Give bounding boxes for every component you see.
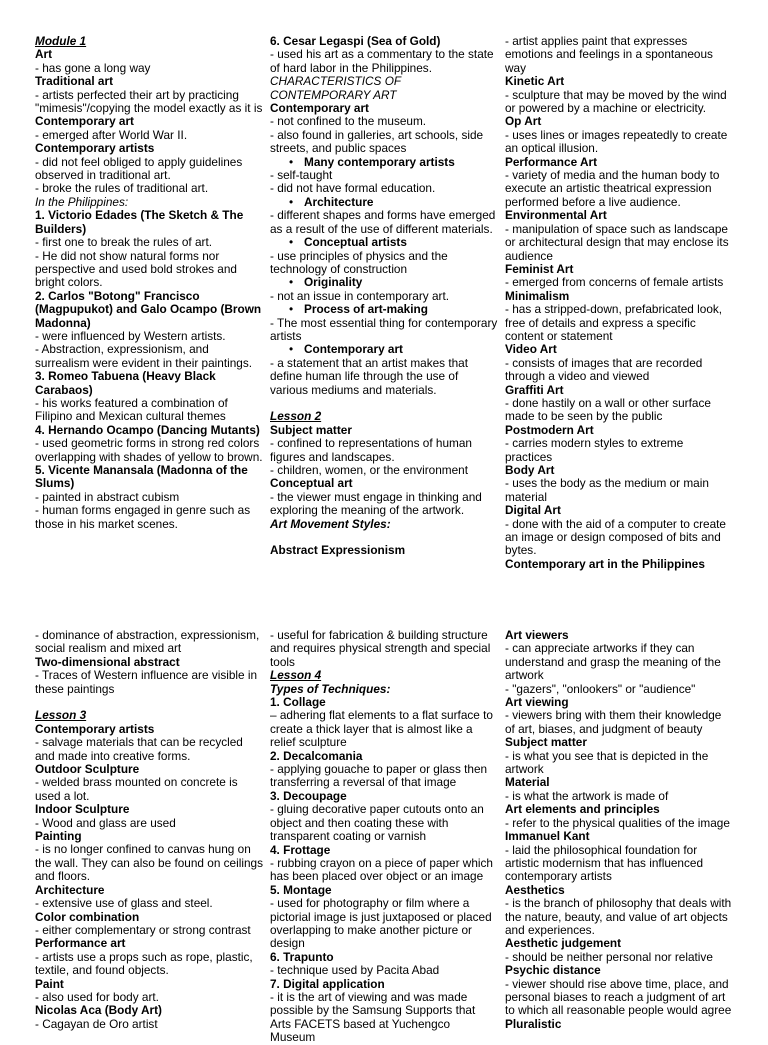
text-line: - welded brass mounted on concrete is used a lot. bbox=[35, 775, 238, 803]
term-heading: Contemporary artists bbox=[35, 141, 155, 156]
term-heading: 3. Romeo Tabuena (Heavy Black Carabaos) bbox=[35, 369, 216, 397]
text-line: - painted in abstract cubism bbox=[35, 489, 180, 504]
term-heading: Contemporary artists bbox=[35, 721, 155, 736]
page1-column-2 bbox=[270, 35, 498, 558]
text-line: - applying gouache to paper or glass then transferring a reversal of that image bbox=[270, 762, 488, 790]
term-heading: Art Movement Styles: bbox=[270, 516, 391, 531]
term-heading: Subject matter bbox=[505, 735, 587, 750]
text-line: - not an issue in contemporary art. bbox=[270, 288, 450, 303]
term-heading: Immanuel Kant bbox=[505, 829, 590, 844]
text-line: - salvage materials that can be recycled and made into creative forms. bbox=[35, 735, 243, 763]
text-line: - sculpture that may be moved by the wind or powered by a machine or electricity. bbox=[505, 87, 727, 116]
page2-column-2 bbox=[270, 629, 498, 1045]
page1-column-1 bbox=[35, 35, 263, 531]
term-heading: Traditional art bbox=[35, 74, 114, 89]
term-heading: Kinetic Art bbox=[505, 74, 565, 89]
term-heading: 2. Decalcomania bbox=[270, 748, 363, 763]
term-heading: Performance art bbox=[35, 936, 126, 951]
term-heading: Art elements and principles bbox=[505, 802, 660, 817]
term-heading: Subject matter bbox=[270, 422, 352, 437]
text-line: - self-taught bbox=[270, 168, 333, 183]
text-line: - children, women, or the environment bbox=[270, 462, 469, 477]
text-line: - it is the art of viewing and was made possible by the Samsung Supports that Arts FACETS based at Yuchengco Museum bbox=[270, 989, 476, 1045]
term-heading: Conceptual art bbox=[270, 476, 353, 491]
text-line: - emerged after World War II. bbox=[35, 127, 188, 142]
term-heading: Aesthetic judgement bbox=[505, 936, 622, 951]
page2-column-1 bbox=[35, 629, 263, 1031]
term-heading: 5. Vicente Manansala (Madonna of the Slums) bbox=[35, 463, 248, 491]
term-heading: Minimalism bbox=[505, 288, 570, 303]
text-line: - laid the philosophical foundation for artistic modernism that has influenced contemporary artists bbox=[505, 842, 704, 884]
term-heading: Architecture bbox=[35, 882, 105, 897]
text-line: - also found in galleries, art schools, side streets, and public spaces bbox=[270, 127, 484, 156]
text-line: - not confined to the museum. bbox=[270, 114, 427, 129]
text-line: - different shapes and forms have emerged as a result of the use of different materials. bbox=[270, 208, 496, 236]
text-line: - also used for body art. bbox=[35, 989, 159, 1004]
text-line: - artists perfected their art by practicing "mimesis"/copying the model exactly as it is bbox=[35, 87, 263, 116]
text-line: - uses lines or images repeatedly to create an optical illusion. bbox=[505, 127, 728, 156]
lesson-heading: Lesson 2 bbox=[270, 409, 322, 424]
term-heading: Environmental Art bbox=[505, 208, 607, 223]
term-heading: 3. Decoupage bbox=[270, 788, 347, 803]
term-heading: Art bbox=[35, 47, 53, 62]
term-heading: Abstract Expressionism bbox=[270, 543, 406, 558]
text-line: - can appreciate artworks if they can understand and grasp the meaning of the artwork bbox=[505, 641, 721, 683]
text-line: - is what you see that is depicted in the artwork bbox=[505, 748, 709, 777]
text-line: - use principles of physics and the technology of construction bbox=[270, 248, 448, 276]
text-line: - a statement that an artist makes that define human life through the use of various mediums and materials. bbox=[270, 355, 469, 397]
text-line: - variety of media and the human body to execute an artistic theatrical expression performed before a live audience. bbox=[505, 168, 720, 209]
text-line: - done with the aid of a computer to create an image or design composed of bits and bytes. bbox=[505, 516, 726, 558]
text-line: – adhering flat elements to a flat surface to create a thick layer that is almost like a relief sculpture bbox=[270, 708, 493, 750]
lesson-heading: Lesson 4 bbox=[270, 668, 322, 683]
term-heading: Video Art bbox=[505, 342, 557, 357]
text-line: - refer to the physical qualities of the image bbox=[505, 815, 730, 830]
text-line: - has a stripped-down, prefabricated look, free of details and express a specific content or statement bbox=[505, 302, 723, 343]
text-line: - Cagayan de Oro artist bbox=[35, 1016, 158, 1031]
page2-column-3 bbox=[505, 629, 733, 1031]
term-heading: Contemporary art in the Philippines bbox=[505, 556, 705, 571]
term-heading: Two-dimensional abstract bbox=[35, 654, 180, 669]
text-line: - carries modern styles to extreme practices bbox=[505, 436, 684, 464]
term-heading: Op Art bbox=[505, 114, 542, 129]
text-line: - manipulation of space such as landscape or architectural design that may enclose its audience bbox=[505, 221, 729, 263]
term-heading: Aesthetics bbox=[505, 882, 565, 897]
section-label: In the Philippines: bbox=[35, 194, 129, 209]
text-line: - were influenced by Western artists. bbox=[35, 328, 226, 343]
text-line: - did not feel obliged to apply guidelines observed in traditional art. bbox=[35, 154, 243, 183]
text-line: - "gazers", "onlookers" or "audience" bbox=[505, 681, 696, 696]
text-line: - Abstraction, expressionism, and surrealism were evident in their paintings. bbox=[35, 342, 253, 370]
lesson-heading: • Originality bbox=[270, 276, 498, 289]
term-heading: Material bbox=[505, 775, 550, 790]
term-heading: Pluralistic bbox=[505, 1016, 562, 1031]
text-line: - viewer should rise above time, place, and personal biases to reach a judgment of art to which all reasonable people would agree bbox=[505, 976, 732, 1018]
term-heading: Contemporary art bbox=[35, 114, 134, 129]
term-heading: Paint bbox=[35, 976, 64, 991]
text-line: - broke the rules of traditional art. bbox=[35, 181, 209, 196]
text-line: - rubbing crayon on a piece of paper which has been placed over object or an image bbox=[270, 855, 493, 884]
term-heading: 6. Cesar Legaspi (Sea of Gold) bbox=[270, 34, 441, 48]
section-label: CHARACTERISTICS OF CONTEMPORARY ART bbox=[270, 74, 401, 102]
lesson-heading: • Many contemporary artists bbox=[270, 156, 498, 169]
text-line: - is the branch of philosophy that deals with the nature, beauty, and value of art objects and experiences. bbox=[505, 896, 732, 937]
term-heading: Indoor Sculpture bbox=[35, 802, 130, 817]
lesson-heading: • Contemporary art bbox=[270, 343, 498, 356]
term-heading: Color combination bbox=[35, 909, 140, 924]
page1-column-3 bbox=[505, 35, 733, 571]
term-heading: 1. Collage bbox=[270, 695, 326, 710]
term-heading: 4. Hernando Ocampo (Dancing Mutants) bbox=[35, 422, 260, 437]
lesson-heading: • Conceptual artists bbox=[270, 236, 498, 249]
text-line: - Wood and glass are used bbox=[35, 815, 176, 830]
term-heading: Outdoor Sculpture bbox=[35, 762, 140, 777]
text-line: - used for photography or film where a pictorial image is just juxtaposed or placed overlapping to make another picture or design bbox=[270, 896, 492, 951]
text-line: - used his art as a commentary to the state of hard labor in the Philippines. bbox=[270, 47, 494, 75]
text-line: - either complementary or strong contrast bbox=[35, 922, 251, 937]
text-line: - The most essential thing for contemporary artists bbox=[270, 315, 498, 343]
term-heading: Postmodern Art bbox=[505, 422, 594, 437]
lesson-heading: Module 1 bbox=[35, 34, 87, 48]
text-line: - his works featured a combination of Filipino and Mexican cultural themes bbox=[35, 395, 228, 424]
text-line: - gluing decorative paper cutouts onto an object and then coating these with transparent coating or varnish bbox=[270, 802, 484, 844]
text-line: - is no longer confined to canvas hung on the wall. They can also be found on ceilings and floors. bbox=[35, 842, 264, 884]
term-heading: 4. Frottage bbox=[270, 842, 331, 857]
text-line: - consists of images that are recorded through a video and viewed bbox=[505, 355, 703, 384]
text-line: - extensive use of glass and steel. bbox=[35, 896, 213, 911]
text-line: - emerged from concerns of female artists bbox=[505, 275, 724, 290]
term-heading: Body Art bbox=[505, 463, 555, 477]
term-heading: 5. Montage bbox=[270, 882, 332, 897]
term-heading: 6. Trapunto bbox=[270, 949, 334, 964]
text-line: - did not have formal education. bbox=[270, 181, 436, 196]
text-line: - should be neither personal nor relative bbox=[505, 949, 713, 964]
term-heading: Nicolas Aca (Body Art) bbox=[35, 1003, 162, 1018]
term-heading: Graffiti Art bbox=[505, 382, 564, 397]
text-line: - useful for fabrication & building structure and requires physical strength and special tools bbox=[270, 628, 491, 669]
text-line: - is what the artwork is made of bbox=[505, 788, 669, 803]
term-heading: 1. Victorio Edades (The Sketch & The Builders) bbox=[35, 208, 244, 236]
text-line: - technique used by Pacita Abad bbox=[270, 963, 440, 978]
lesson-heading: • Architecture bbox=[270, 196, 498, 209]
term-heading: Painting bbox=[35, 829, 82, 844]
text-line: - uses the body as the medium or main material bbox=[505, 476, 709, 504]
text-line: - artists use a props such as rope, plastic, textile, and found objects. bbox=[35, 949, 253, 978]
term-heading: Art viewing bbox=[505, 695, 569, 710]
lesson-heading: Lesson 3 bbox=[35, 708, 87, 723]
text-line: - Traces of Western influence are visible in these paintings bbox=[35, 668, 258, 696]
term-heading: Feminist Art bbox=[505, 261, 574, 276]
term-heading: Art viewers bbox=[505, 628, 569, 642]
term-heading: 2. Carlos "Botong" Francisco (Magpupukot) and Galo Ocampo (Brown Madonna) bbox=[35, 288, 262, 330]
term-heading: Performance Art bbox=[505, 154, 598, 169]
text-line: - done hastily on a wall or other surface made to be seen by the public bbox=[505, 395, 711, 424]
text-line: - He did not show natural forms nor perspective and used bold strokes and bright colors. bbox=[35, 248, 237, 290]
text-line: - viewers bring with them their knowledge of art, biases, and judgment of beauty bbox=[505, 708, 722, 736]
text-line: - has gone a long way bbox=[35, 60, 151, 75]
lesson-heading: • Process of art-making bbox=[270, 303, 498, 316]
text-line: - human forms engaged in genre such as those in his market scenes. bbox=[35, 503, 251, 531]
text-line: - confined to representations of human figures and landscapes. bbox=[270, 436, 472, 464]
text-line: - used geometric forms in strong red colors overlapping with shades of yellow to brown. bbox=[35, 436, 263, 464]
text-line: - artist applies paint that expresses emotions and feelings in a spontaneous way bbox=[505, 34, 713, 75]
term-heading: Digital Art bbox=[505, 503, 561, 518]
text-line: - first one to break the rules of art. bbox=[35, 235, 213, 250]
term-heading: 7. Digital application bbox=[270, 976, 385, 991]
term-heading: Contemporary art bbox=[270, 101, 369, 116]
text-line: - dominance of abstraction, expressionism, social realism and mixed art bbox=[35, 628, 260, 656]
term-heading: Psychic distance bbox=[505, 963, 601, 978]
text-line: - the viewer must engage in thinking and exploring the meaning of the artwork. bbox=[270, 489, 482, 518]
term-heading: Types of Techniques: bbox=[270, 681, 391, 696]
